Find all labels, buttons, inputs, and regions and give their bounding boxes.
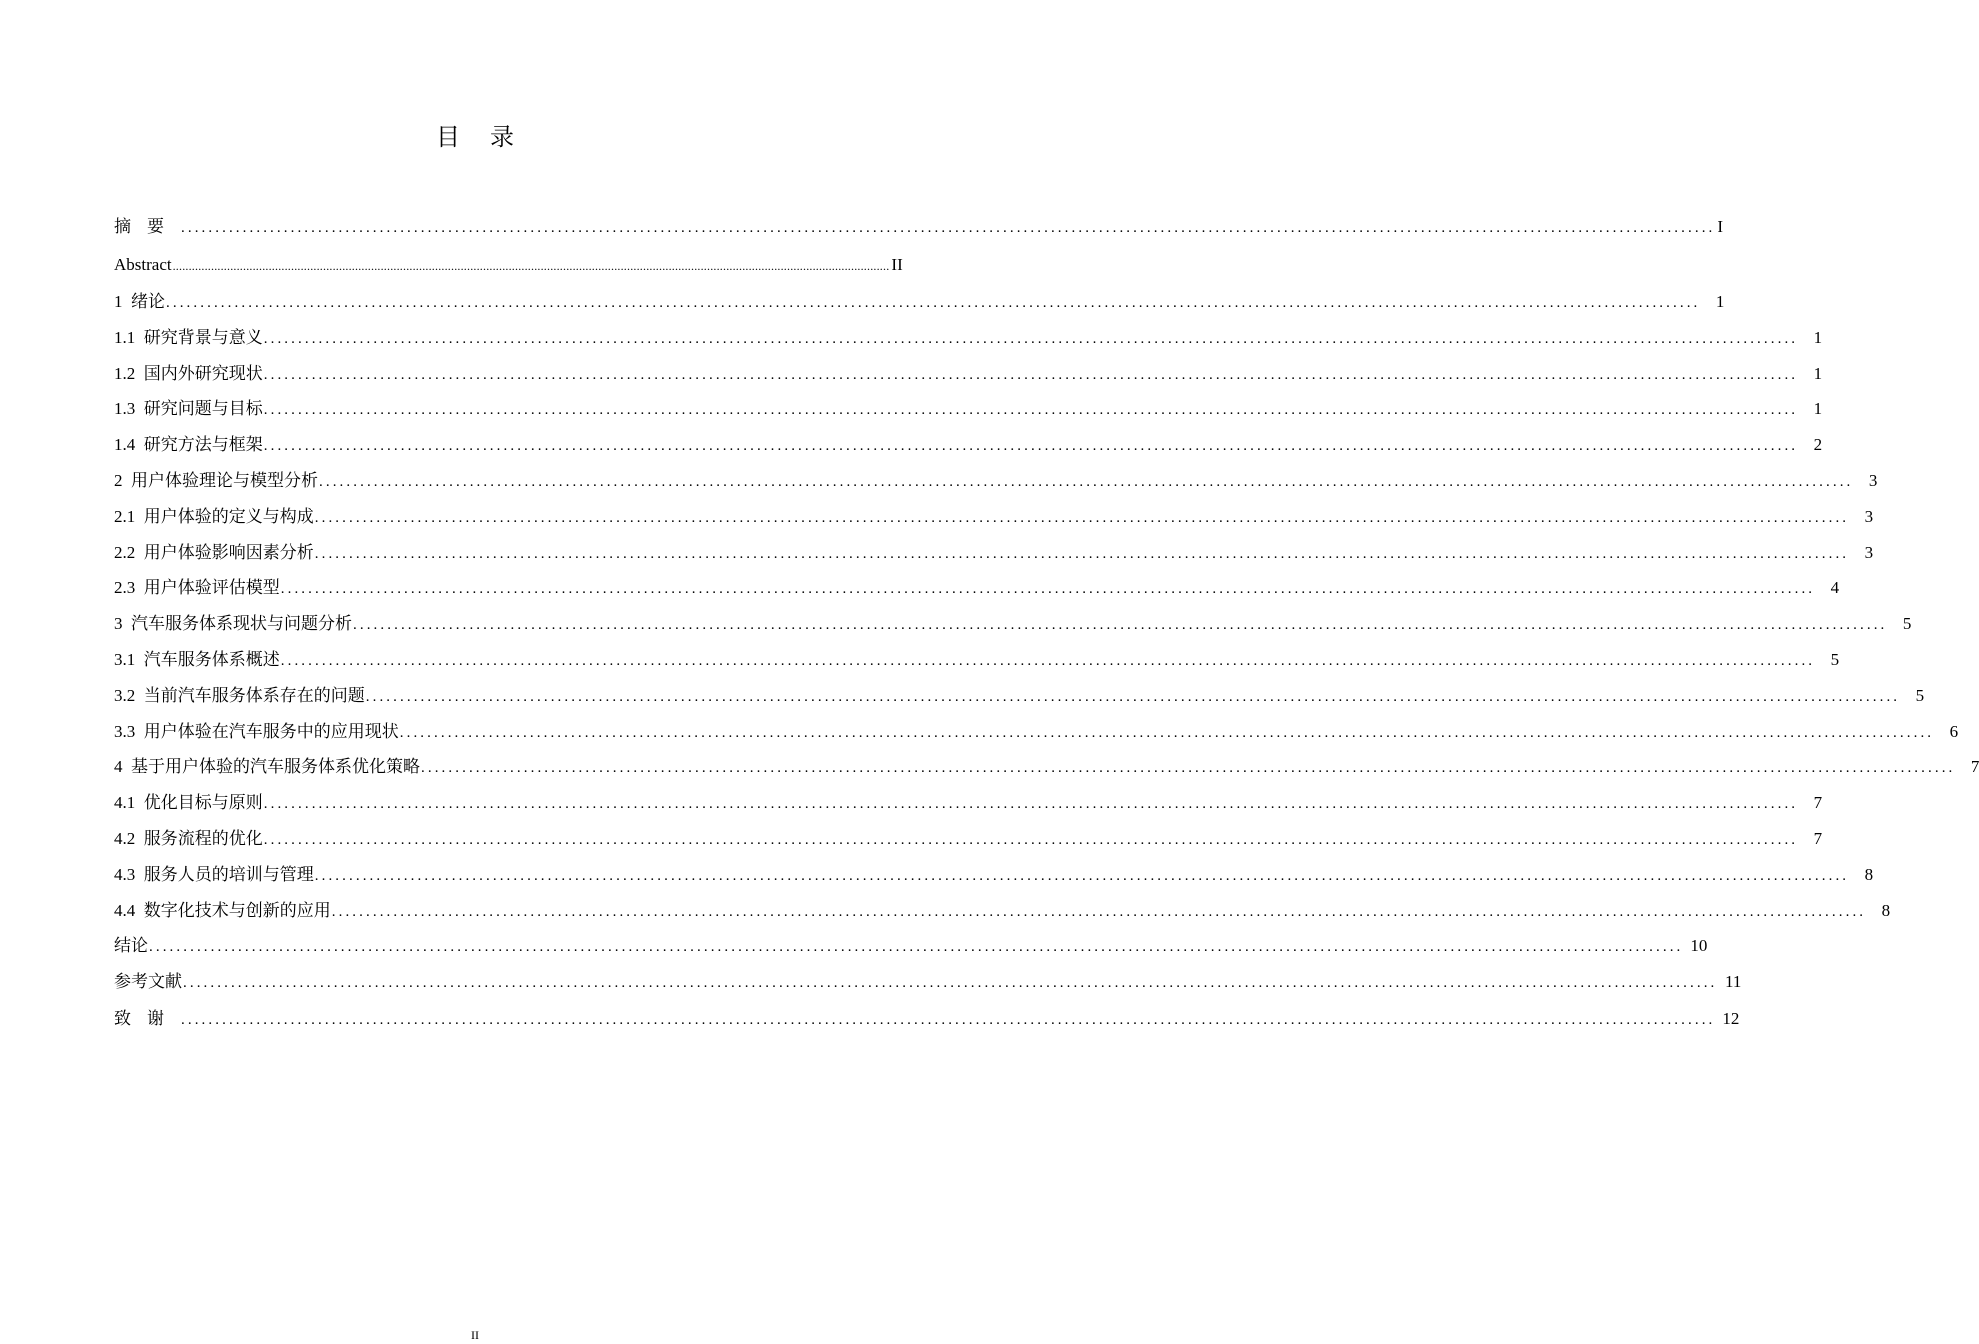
toc-entry-label: 3.1 汽车服务体系概述 xyxy=(114,649,280,669)
toc-entry-abstract-en[interactable] xyxy=(114,246,903,284)
toc-entry-label: 4 基于用户体验的汽车服务体系优化策略 xyxy=(114,757,420,777)
toc-entry-page: 1 xyxy=(1813,399,1823,419)
toc-entry-label: 1.3 研究问题与目标 xyxy=(114,399,263,419)
toc-entry-4-2[interactable] xyxy=(114,821,1823,857)
toc-entry-references[interactable] xyxy=(114,964,1742,1000)
toc-entry-page: 8 xyxy=(1881,900,1891,920)
toc-entry-1-1[interactable] xyxy=(114,320,1823,356)
toc-entry-label: 2.1 用户体验的定义与构成 xyxy=(114,506,314,526)
toc-entry-page: 4 xyxy=(1830,578,1840,598)
toc-entry-3-2[interactable] xyxy=(114,678,1925,714)
toc-leader-dots: ................................................................................................................................................................................................................................ xyxy=(166,295,1701,311)
toc-entry-3-1[interactable] xyxy=(114,642,1840,678)
toc-entry-page: 6 xyxy=(1949,721,1959,741)
toc-leader-dots: ................................................................................................................................................................................................................................ xyxy=(331,903,1867,920)
toc-entry-2-3[interactable] xyxy=(114,570,1840,606)
toc-entry-page: 8 xyxy=(1864,864,1874,884)
toc-leader-dots: ................................................................................................................................................................................................................................ xyxy=(314,545,1850,562)
toc-leader-dots: ................................................................................................................................................................................................................................ xyxy=(181,1011,1716,1028)
toc-leader-dots: ................................................................................................................................................................................................................................ xyxy=(421,760,1956,777)
toc-entry-label: 3.2 当前汽车服务体系存在的问题 xyxy=(114,685,365,705)
toc-leader-dots: ................................................................................................................................................................................................................................ xyxy=(263,831,1799,848)
toc-entry-chapter-3[interactable] xyxy=(114,606,1912,642)
toc-entry-label: 1.2 国内外研究现状 xyxy=(114,363,263,383)
toc-entry-label: 3.3 用户体验在汽车服务中的应用现状 xyxy=(114,721,399,741)
toc-entry-page: 12 xyxy=(1722,1008,1740,1028)
toc-entry-page: 7 xyxy=(1813,828,1823,848)
toc-entry-page: 7 xyxy=(1970,757,1979,777)
page-number: II xyxy=(471,1328,479,1342)
toc-entry-2-2[interactable] xyxy=(114,535,1874,571)
toc-leader-dots: ................................................................................................................................................................................................................................ xyxy=(263,402,1799,419)
toc-entry-label: Abstract xyxy=(114,255,172,274)
toc-leader-dots: ................................................................................................................................................................................................................................ xyxy=(263,438,1799,455)
toc-leader-dots: ................................................................................................................................................................................................................................ xyxy=(280,652,1816,669)
toc-entry-page: 1 xyxy=(1715,292,1725,311)
toc-leader-dots: ................................................................................................................................................................................................................................ xyxy=(399,724,1935,741)
toc-entry-page: 3 xyxy=(1868,470,1878,490)
toc-entry-4-4[interactable] xyxy=(114,893,1891,929)
toc-entry-label: 1 绪论 xyxy=(114,292,165,311)
toc-entry-label: 1.1 研究背景与意义 xyxy=(114,327,263,347)
toc-entry-chapter-4[interactable] xyxy=(114,749,1979,785)
toc-entry-chapter-1[interactable] xyxy=(114,284,1725,320)
toc-entry-3-3[interactable] xyxy=(114,714,1959,750)
toc-entry-conclusion[interactable] xyxy=(114,928,1708,964)
toc-leader-dots: ................................................................................................................................................................................................................................ xyxy=(183,975,1718,992)
toc-leader-dots: ................................................................................................................................................................................................................................ xyxy=(314,509,1850,526)
toc-leader-dots: ................................................................................................................................................................................................................................ xyxy=(181,220,1716,236)
toc-entry-label: 2.2 用户体验影响因素分析 xyxy=(114,542,314,562)
toc-entry-page: 5 xyxy=(1915,685,1925,705)
toc-entry-page: 5 xyxy=(1902,614,1912,634)
toc-entry-page: 3 xyxy=(1864,542,1874,562)
toc-entry-page: I xyxy=(1717,217,1724,236)
toc-entry-label: 参考文献 xyxy=(114,972,182,992)
toc-entry-page: 3 xyxy=(1864,506,1874,526)
toc-entry-page: II xyxy=(891,255,903,274)
toc-entry-label: 2 用户体验理论与模型分析 xyxy=(114,470,318,490)
toc-entry-abstract-cn[interactable] xyxy=(114,208,1724,246)
toc-leader-dots: ................................................................................................................................................................................................................................ xyxy=(353,617,1888,634)
toc-leader-dots: ................................................................................................................................................................................................................................ xyxy=(172,259,890,273)
toc-entry-chapter-2[interactable] xyxy=(114,463,1878,499)
toc-leader-dots: ................................................................................................................................................................................................................................ xyxy=(280,581,1816,598)
toc-entry-label: 4.3 服务人员的培训与管理 xyxy=(114,864,314,884)
toc-entry-label: 4.4 数字化技术与创新的应用 xyxy=(114,900,331,920)
toc-leader-dots: ................................................................................................................................................................................................................................ xyxy=(314,867,1850,884)
toc-entry-acknowledgements[interactable] xyxy=(114,1000,1740,1038)
toc-entry-label: 4.1 优化目标与原则 xyxy=(114,793,263,813)
toc-entry-page: 1 xyxy=(1813,363,1823,383)
toc-entry-1-4[interactable] xyxy=(114,427,1823,463)
toc-entry-label: 3 汽车服务体系现状与问题分析 xyxy=(114,614,352,634)
toc-leader-dots: ................................................................................................................................................................................................................................ xyxy=(149,939,1684,956)
page-title: 目录 xyxy=(436,125,544,151)
toc-entry-2-1[interactable] xyxy=(114,499,1874,535)
toc-entry-page: 2 xyxy=(1813,435,1823,455)
toc-entry-page: 11 xyxy=(1725,972,1742,992)
toc-entry-label: 2.3 用户体验评估模型 xyxy=(114,578,280,598)
toc-leader-dots: ................................................................................................................................................................................................................................ xyxy=(319,473,1854,490)
toc-leader-dots: ................................................................................................................................................................................................................................ xyxy=(263,330,1799,347)
toc-entry-label: 结论 xyxy=(114,936,148,956)
toc-entry-page: 7 xyxy=(1813,793,1823,813)
toc-entry-4-1[interactable] xyxy=(114,785,1823,821)
toc-entry-label: 4.2 服务流程的优化 xyxy=(114,828,263,848)
toc-entry-1-3[interactable] xyxy=(114,391,1823,427)
toc-entry-label: 致谢 xyxy=(114,1008,180,1028)
toc-entry-label: 摘要 xyxy=(114,217,180,236)
toc-entry-page: 1 xyxy=(1813,327,1823,347)
toc-entry-label: 1.4 研究方法与框架 xyxy=(114,435,263,455)
toc-entry-page: 5 xyxy=(1830,649,1840,669)
toc-leader-dots: ................................................................................................................................................................................................................................ xyxy=(365,688,1901,705)
toc-leader-dots: ................................................................................................................................................................................................................................ xyxy=(263,366,1799,383)
toc-entry-4-3[interactable] xyxy=(114,857,1874,893)
table-of-contents xyxy=(114,208,1979,1038)
toc-leader-dots: ................................................................................................................................................................................................................................ xyxy=(263,796,1799,813)
toc-entry-page: 10 xyxy=(1690,936,1708,956)
toc-entry-1-2[interactable] xyxy=(114,356,1823,392)
